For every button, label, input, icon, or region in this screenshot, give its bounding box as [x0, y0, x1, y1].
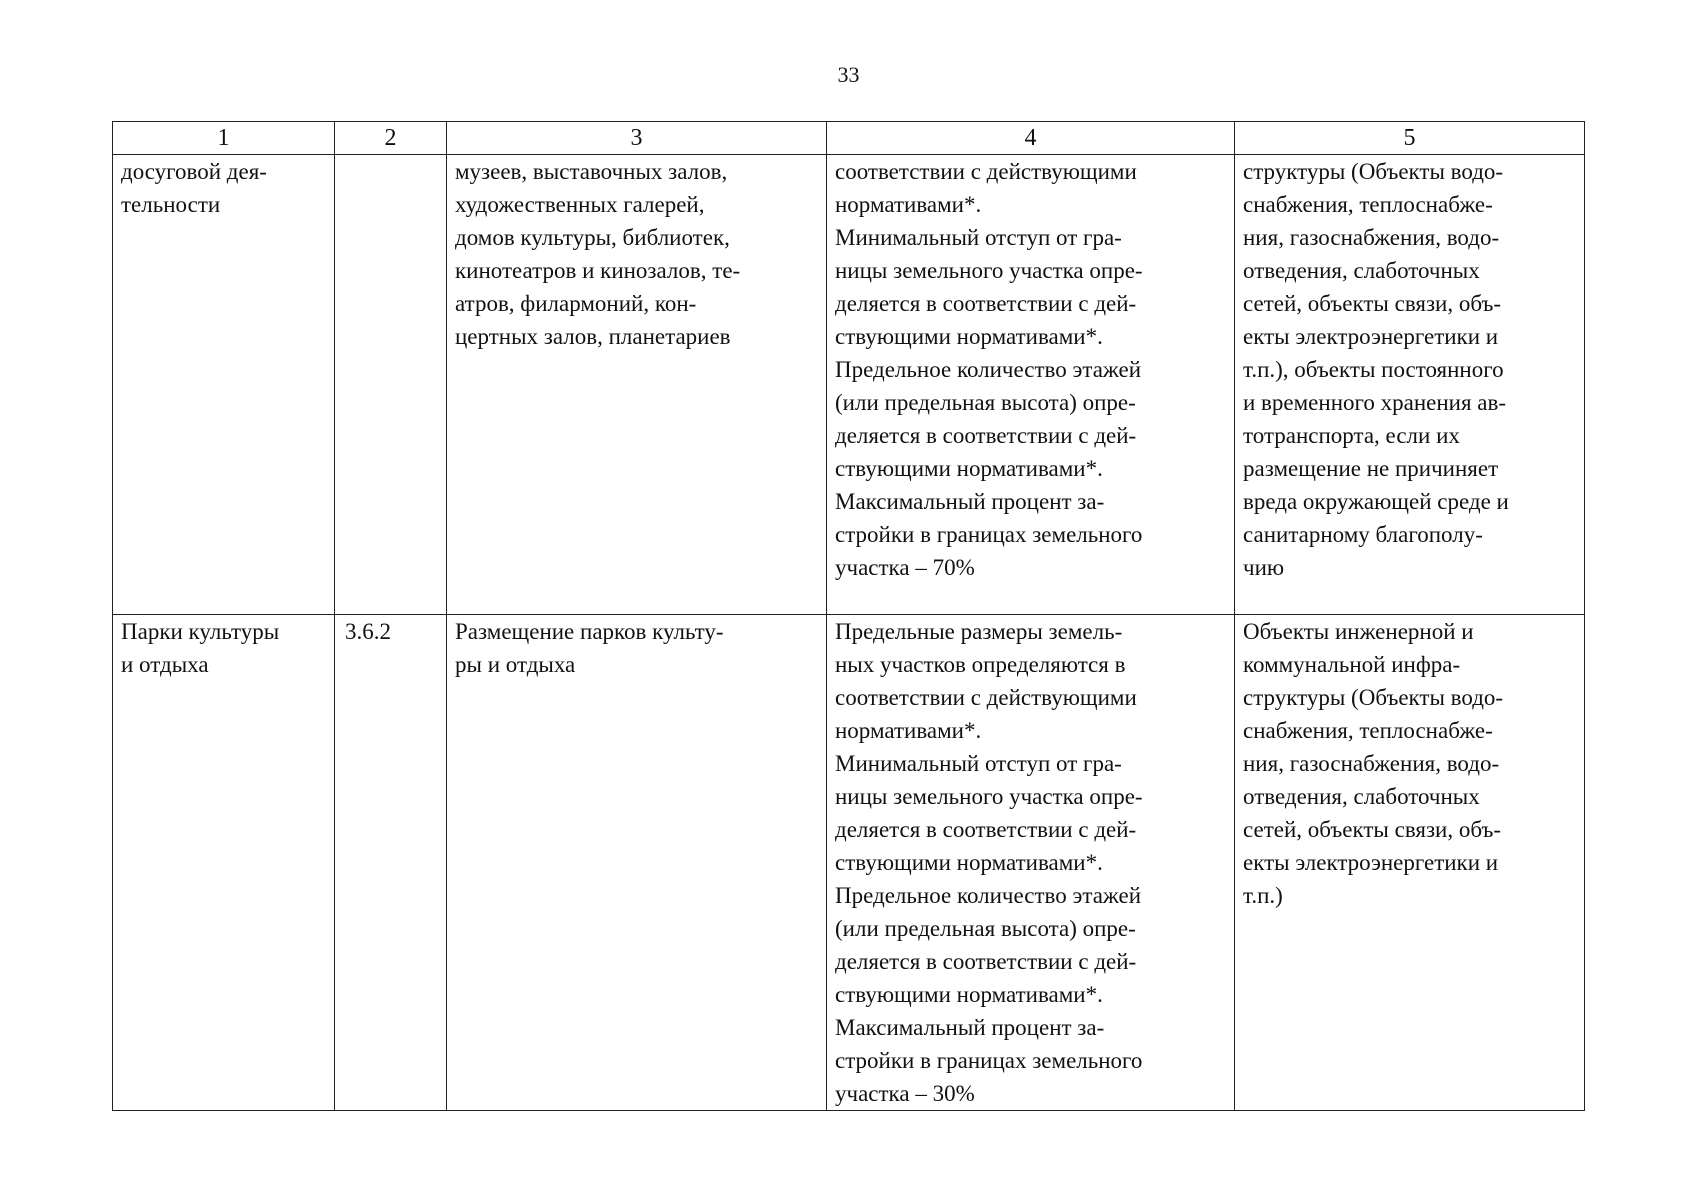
- auxiliary-uses-cell: Объекты инженерной и коммунальной инфра- структуры (Объекты водо- снабжения, теплоснабже- ния, газоснабжения, водо- отведения, слаботочных сетей, объекты связи, объ- екты электроэнергетики и т.п.): [1235, 615, 1585, 1111]
- construction-parameters-cell: соответствии с действующими нормативами*. Минимальный отступ от гра- ницы земельного участка опре- деляется в соответствии с дей- ствующими нормативами*. Предельное количество этажей (или предельная высота) опре- деляется в соответствии с дей- ствующими нормативами*. Максимальный процент за- стройки в границах земельного участка – 70%: [827, 155, 1235, 615]
- use-type-name-cell: досуговой дея- тельности: [113, 155, 335, 615]
- use-type-description-cell: музеев, выставочных залов, художественных галерей, домов культуры, библиотек, кинотеатров и кинозалов, те- атров, филармоний, кон- цертных залов, планетариев: [447, 155, 827, 615]
- table-row: [113, 155, 1585, 615]
- use-type-description-cell: Размещение парков культу- ры и отдыха: [447, 615, 827, 1111]
- column-header-3: 3: [447, 122, 827, 155]
- column-header-2: 2: [335, 122, 447, 155]
- column-header-4: 4: [827, 122, 1235, 155]
- auxiliary-uses-cell: структуры (Объекты водо- снабжения, теплоснабже- ния, газоснабжения, водо- отведения, слаботочных сетей, объекты связи, объ- екты электроэнергетики и т.п.), объекты постоянного и временного хранения ав- тотранспорта, если их размещение не причиняет вреда окружающей среде и санитарному благополу- чию: [1235, 155, 1585, 615]
- use-type-code-cell: [335, 155, 447, 615]
- table-row: [113, 615, 1585, 1111]
- page-number: 33: [837, 62, 860, 87]
- use-type-name-cell: Парки культуры и отдыха: [113, 615, 335, 1111]
- table-header-row: [113, 122, 1585, 155]
- construction-parameters-cell: Предельные размеры земель- ных участков определяются в соответствии с действующими нормативами*. Минимальный отступ от гра- ницы земельного участка опре- деляется в соответствии с дей- ствующими нормативами*. Предельное количество этажей (или предельная высота) опре- деляется в соответствии с дей- ствующими нормативами*. Максимальный процент за- стройки в границах земельного участка – 30%: [827, 615, 1235, 1111]
- zoning-table: [112, 121, 1585, 1111]
- column-header-1: 1: [113, 122, 335, 155]
- use-type-code-cell: 3.6.2: [335, 615, 447, 1111]
- column-header-5: 5: [1235, 122, 1585, 155]
